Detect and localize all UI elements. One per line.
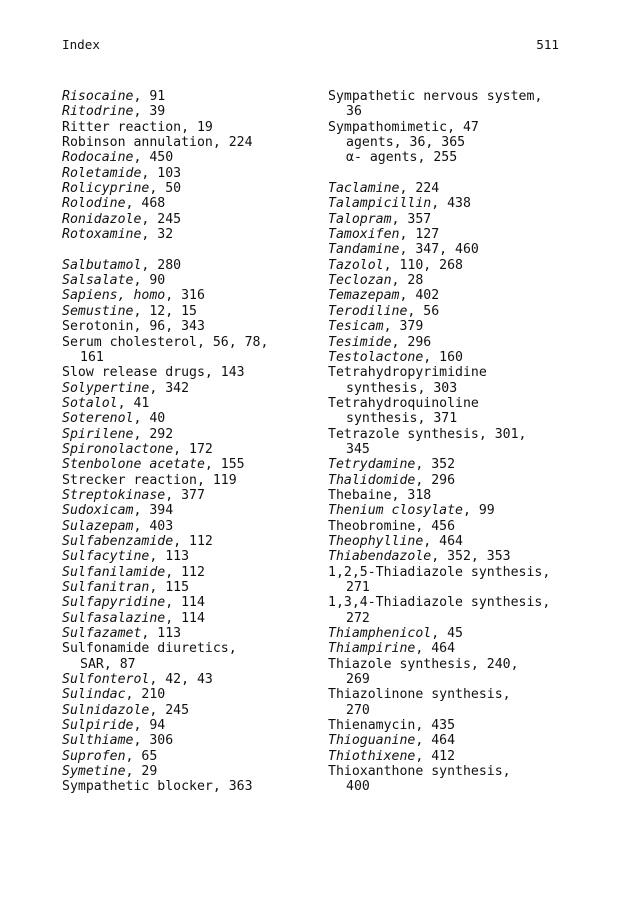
entry-pages: , 113	[141, 626, 182, 642]
entry-pages: , 379	[383, 319, 424, 335]
index-entry	[62, 626, 324, 641]
index-subentry: 272	[346, 610, 370, 626]
entry-term: Streptokinase	[62, 487, 166, 503]
index-entry	[328, 718, 618, 733]
entry-pages: , 39	[133, 104, 166, 120]
index-entry	[62, 212, 324, 227]
entry-pages: , 352, 353	[431, 549, 511, 565]
entry-term: Sotalol	[62, 395, 118, 411]
entry-term: Thiazolinone synthesis	[328, 687, 503, 703]
index-subentry: 400	[346, 779, 370, 795]
entry-pages: , 29	[125, 764, 158, 780]
index-entry	[62, 749, 324, 764]
index-entry	[62, 718, 324, 733]
index-entry	[328, 319, 618, 334]
entry-term: Sulazepam	[62, 518, 134, 534]
entry-pages: , 103	[141, 165, 182, 181]
entry-term: Ritter reaction	[62, 119, 182, 135]
entry-pages: , 45	[431, 626, 463, 642]
index-entry	[62, 411, 324, 426]
index-entry	[62, 764, 324, 779]
entry-pages: ,	[502, 687, 511, 703]
index-subentry: 345	[346, 441, 370, 457]
index-subentry: 161	[80, 349, 104, 365]
index-entry	[328, 181, 618, 196]
entry-term: Sulnidazole	[62, 702, 150, 718]
index-entry	[328, 657, 618, 672]
entry-term: Sulfanilamide	[62, 564, 166, 580]
entry-pages: ,	[228, 641, 237, 657]
entry-term: Spirilene	[62, 426, 134, 442]
entry-pages: , 112	[173, 533, 213, 549]
index-entry	[62, 779, 324, 794]
index-entry	[328, 196, 618, 211]
entry-term: Thioxanthone synthesis	[328, 764, 503, 780]
entry-term: Sulfacytine	[62, 549, 150, 565]
entry-pages: , 464	[415, 641, 456, 657]
entry-pages: , 94	[133, 718, 166, 734]
section-gap	[62, 242, 324, 257]
entry-term: Thiabendazole	[328, 549, 432, 565]
entry-term: Sulfabenzamide	[62, 533, 174, 549]
entry-pages: , 316	[165, 288, 205, 304]
entry-pages: , 32	[141, 227, 174, 243]
entry-term: Sapiens, homo	[62, 288, 166, 304]
entry-pages: , 50	[149, 181, 182, 197]
entry-term: Talampicillin	[328, 196, 432, 212]
entry-pages: , 210	[125, 687, 166, 703]
entry-pages: , 12, 15	[133, 303, 197, 319]
index-entry	[62, 519, 324, 534]
entry-pages: , 464	[415, 733, 456, 749]
index-entry	[328, 227, 618, 242]
entry-term: Robinson annulation	[62, 135, 213, 151]
entry-pages: ,	[534, 89, 543, 104]
entry-term: Ronidazole	[62, 211, 142, 227]
entry-term: Sulindac	[62, 687, 126, 703]
entry-pages: , 245	[149, 702, 190, 718]
entry-pages: , 90	[133, 273, 166, 289]
entry-term: Thiazole synthesis	[328, 656, 471, 672]
entry-pages: , 114	[165, 595, 205, 611]
section-gap	[328, 166, 618, 181]
running-head: Index	[62, 37, 100, 52]
entry-term: Thalidomide	[328, 472, 416, 488]
entry-term: Sulthiame	[62, 733, 134, 749]
entry-term: Ritodrine	[62, 104, 134, 120]
index-entry	[328, 626, 618, 641]
entry-pages: , 456	[415, 518, 456, 534]
index-subentry: 271	[346, 580, 370, 595]
entry-term: Sulfanitran	[62, 580, 150, 595]
entry-pages: , 41	[117, 395, 150, 411]
index-entry	[328, 350, 618, 365]
entry-pages: , 357	[391, 211, 432, 227]
entry-term: Sudoxicam	[62, 503, 134, 519]
entry-pages: , 40	[133, 411, 166, 427]
index-entry	[328, 273, 618, 288]
entry-term: Sulfasalazine	[62, 610, 166, 626]
entry-term: Sympathetic nervous system	[328, 89, 535, 104]
entry-term: Talopram	[328, 211, 392, 227]
entry-pages: , 143	[204, 365, 245, 381]
index-entry	[62, 135, 324, 150]
entry-term: Risocaine	[62, 89, 134, 104]
entry-term: Thiothixene	[328, 748, 416, 764]
entry-term: Thiamphenicol	[328, 626, 432, 642]
index-entry	[328, 365, 618, 380]
entry-pages: ,	[542, 595, 551, 611]
entry-term: Salsalate	[62, 273, 134, 289]
entry-pages: , 56, 78,	[196, 334, 269, 350]
entry-pages: , 110, 268	[383, 257, 463, 273]
index-subentry: α- agents, 255	[346, 150, 458, 166]
entry-pages: ,	[502, 764, 511, 780]
entry-pages: , 65	[125, 748, 158, 764]
entry-pages: , 19	[181, 119, 213, 135]
entry-term: Tetrahydropyrimidine	[328, 365, 487, 381]
entry-term: Suprofen	[62, 748, 126, 764]
entry-pages: , 318	[391, 487, 432, 503]
entry-pages: , 172	[173, 441, 213, 457]
index-entry	[328, 473, 618, 488]
entry-term: Sulfazamet	[62, 626, 142, 642]
index-entry	[62, 304, 324, 319]
entry-term: Rolicyprine	[62, 181, 150, 197]
entry-term: Sympathetic blocker	[62, 779, 213, 795]
entry-pages: , 91	[133, 89, 166, 104]
entry-term: Rotoxamine	[62, 227, 142, 243]
index-entry	[328, 687, 618, 702]
index-entry	[328, 288, 618, 303]
entry-pages: , 42, 43	[149, 672, 213, 688]
entry-term: Symetine	[62, 764, 126, 780]
index-entry	[328, 212, 618, 227]
entry-pages: , 96, 343	[133, 319, 205, 335]
index-entry	[62, 288, 324, 303]
entry-term: Theophylline	[328, 533, 424, 549]
index-entry	[62, 166, 324, 181]
entry-pages: , 224	[399, 181, 440, 197]
index-entry	[62, 365, 324, 380]
index-entry	[328, 488, 618, 503]
index-subentry: 270	[346, 702, 370, 718]
entry-term: Thioguanine	[328, 733, 416, 749]
entry-pages: , 352	[415, 457, 456, 473]
entry-term: Semustine	[62, 303, 134, 319]
index-subentry: 269	[346, 672, 370, 688]
entry-term: Sulfonterol	[62, 672, 150, 688]
index-entry	[62, 549, 324, 564]
entry-pages: , 464	[423, 533, 463, 549]
entry-term: Testolactone	[328, 349, 424, 365]
index-entry	[328, 503, 618, 518]
entry-term: Tetrazole synthesis	[328, 426, 479, 442]
entry-term: Soterenol	[62, 411, 134, 427]
index-entry	[328, 396, 618, 411]
index-entry	[328, 335, 618, 350]
index-subentry: synthesis, 303	[346, 380, 458, 396]
index-entry	[62, 703, 324, 718]
entry-pages: , 160	[423, 349, 463, 365]
entry-term: Serum cholesterol	[62, 334, 197, 350]
entry-pages: , 306	[133, 733, 174, 749]
entry-pages: , 450	[133, 150, 174, 166]
index-entry	[62, 89, 324, 104]
index-entry	[328, 519, 618, 534]
index-entry	[62, 580, 324, 595]
index-entry	[62, 503, 324, 518]
entry-term: Tesimide	[328, 334, 392, 350]
entry-term: Stenbolone acetate	[62, 457, 205, 473]
index-column-right	[328, 89, 618, 795]
entry-pages: , 292	[133, 426, 174, 442]
index-entry	[62, 104, 324, 119]
index-entry	[62, 457, 324, 472]
index-entry	[62, 319, 324, 334]
entry-term: Tandamine	[328, 242, 400, 258]
entry-term: Thienamycin	[328, 718, 416, 734]
index-entry	[328, 534, 618, 549]
index-entry	[62, 672, 324, 687]
entry-term: Spironolactone	[62, 441, 174, 457]
entry-term: Serotonin	[62, 319, 134, 335]
index-entry	[328, 242, 618, 257]
index-entry	[328, 427, 618, 442]
entry-pages: , 468	[125, 196, 166, 212]
index-entry	[62, 687, 324, 702]
entry-pages: , 119	[196, 472, 237, 488]
entry-term: Rolodine	[62, 196, 126, 212]
entry-pages: , 224	[212, 135, 253, 151]
index-entry	[328, 565, 618, 580]
index-entry	[62, 733, 324, 748]
entry-term: Thenium closylate	[328, 503, 463, 519]
entry-pages: , 115	[149, 580, 190, 595]
entry-term: Solypertine	[62, 380, 150, 396]
index-entry	[328, 733, 618, 748]
entry-term: Strecker reaction	[62, 472, 197, 488]
entry-term: Temazepam	[328, 288, 400, 304]
entry-term: Taclamine	[328, 181, 400, 197]
entry-pages: , 56	[407, 303, 440, 319]
entry-pages: , 363	[212, 779, 253, 795]
entry-pages: , 438	[431, 196, 471, 212]
index-entry	[328, 764, 618, 779]
entry-pages: , 412	[415, 748, 456, 764]
entry-term: Tetrydamine	[328, 457, 416, 473]
entry-pages: , 240,	[470, 656, 519, 672]
entry-pages: , 127	[399, 227, 440, 243]
index-entry	[328, 595, 618, 610]
entry-term: Terodiline	[328, 303, 408, 319]
index-entry	[328, 641, 618, 656]
index-entry	[62, 381, 324, 396]
entry-pages: , 342	[149, 380, 190, 396]
entry-pages: , 347, 460	[399, 242, 479, 258]
entry-pages: , 112	[165, 564, 205, 580]
index-entry	[328, 304, 618, 319]
entry-term: Sulfapyridine	[62, 595, 166, 611]
entry-pages: , 280	[141, 257, 182, 273]
entry-pages: , 296	[415, 472, 456, 488]
entry-term: Tamoxifen	[328, 227, 400, 243]
entry-pages: , 301,	[478, 426, 527, 442]
index-entry	[328, 457, 618, 472]
entry-pages: ,	[542, 564, 551, 580]
index-entry	[62, 442, 324, 457]
entry-pages: , 403	[133, 518, 174, 534]
index-entry	[62, 273, 324, 288]
index-entry	[62, 196, 324, 211]
entry-pages: , 394	[133, 503, 174, 519]
index-subentry: SAR, 87	[80, 656, 136, 672]
index-entry	[62, 150, 324, 165]
index-entry	[328, 120, 618, 135]
index-entry	[62, 595, 324, 610]
index-entry	[62, 427, 324, 442]
index-entry	[62, 120, 324, 135]
entry-term: Tazolol	[328, 257, 384, 273]
index-entry	[62, 396, 324, 411]
entry-pages: , 47	[447, 119, 479, 135]
entry-term: Slow release drugs	[62, 365, 205, 381]
entry-term: Salbutamol	[62, 257, 142, 273]
page-number: 511	[536, 37, 559, 52]
entry-term: Tesicam	[328, 319, 384, 335]
index-entry	[62, 534, 324, 549]
entry-term: Roletamide	[62, 165, 142, 181]
index-entry	[62, 488, 324, 503]
index-column-left	[62, 89, 324, 795]
index-entry	[328, 749, 618, 764]
entry-pages: , 28	[391, 273, 424, 289]
entry-term: Thebaine	[328, 487, 392, 503]
entry-term: Sympathomimetic	[328, 119, 448, 135]
entry-pages: , 155	[204, 457, 245, 473]
entry-pages: , 114	[165, 610, 205, 626]
entry-term: Sulpiride	[62, 718, 134, 734]
entry-term: Tetrahydroquinoline	[328, 395, 479, 411]
index-entry	[62, 181, 324, 196]
index-subentry: agents, 36, 365	[346, 135, 466, 151]
index-subentry: synthesis, 371	[346, 411, 458, 427]
entry-term: 1,3,4-Thiadiazole synthesis	[328, 595, 543, 611]
entry-pages: , 113	[149, 549, 190, 565]
entry-pages: , 377	[165, 487, 205, 503]
entry-term: 1,2,5-Thiadiazole synthesis	[328, 564, 543, 580]
entry-term: Rodocaine	[62, 150, 134, 166]
index-entry	[328, 89, 618, 104]
entry-term: Teclozan	[328, 273, 392, 289]
index-subentry: 36	[346, 104, 362, 120]
index-entry	[62, 258, 324, 273]
entry-pages: , 245	[141, 211, 182, 227]
index-entry	[62, 227, 324, 242]
entry-term: Thiampirine	[328, 641, 416, 657]
index-entry	[62, 611, 324, 626]
entry-pages: , 402	[399, 288, 440, 304]
entry-pages: , 296	[391, 334, 432, 350]
index-entry	[62, 473, 324, 488]
index-entry	[62, 641, 324, 656]
index-entry	[328, 258, 618, 273]
index-entry	[62, 565, 324, 580]
index-entry	[62, 335, 324, 350]
index-entry	[328, 549, 618, 564]
entry-term: Theobromine	[328, 518, 416, 534]
entry-term: Sulfonamide diuretics	[62, 641, 229, 657]
entry-pages: , 435	[415, 718, 456, 734]
entry-pages: , 99	[462, 503, 495, 519]
